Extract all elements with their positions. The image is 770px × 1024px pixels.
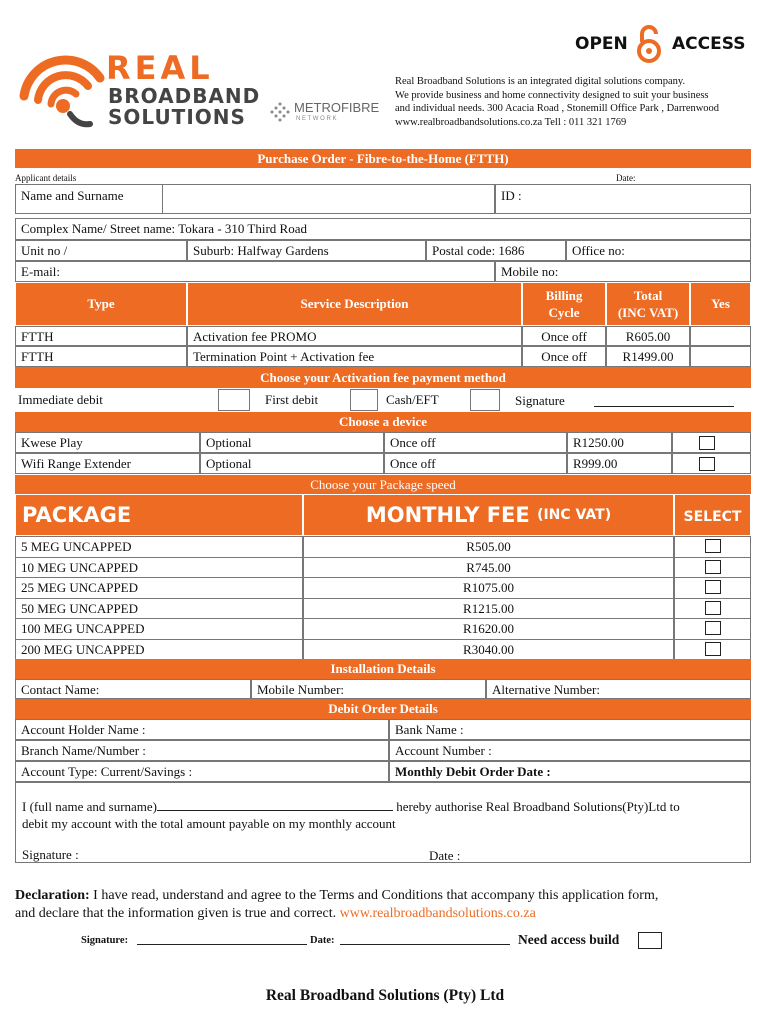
mobile-label: Mobile no: xyxy=(501,264,559,279)
auth-signature-label: Signature : xyxy=(22,847,79,862)
access-build-checkbox[interactable] xyxy=(638,932,662,949)
immediate-debit-label: Immediate debit xyxy=(18,392,103,407)
name-input[interactable] xyxy=(162,184,495,214)
postal-field[interactable] xyxy=(426,240,566,261)
diamond-pattern-icon xyxy=(270,102,290,122)
package-title: Choose your Package speed xyxy=(15,475,751,494)
package-select-checkbox[interactable] xyxy=(705,601,721,615)
decl-date-label: Date: xyxy=(310,935,335,946)
decl-date-line[interactable] xyxy=(340,944,510,945)
cash-eft-checkbox[interactable] xyxy=(470,389,500,411)
declaration-text-2: and declare that the information given is true and correct. xyxy=(15,906,340,921)
declaration-text-1: I have read, understand and agree to the Terms and Conditions that accompany this application form, xyxy=(89,888,659,903)
debit-title: Debit Order Details xyxy=(15,699,751,719)
declaration xyxy=(15,887,755,923)
auth-date-label: Date : xyxy=(429,848,461,863)
decl-signature-line[interactable] xyxy=(137,944,307,945)
metrofibre-logo xyxy=(270,100,385,126)
applicant-date-label: Date: xyxy=(616,173,636,183)
col-yes: Yes xyxy=(690,282,751,326)
auth-name-line[interactable] xyxy=(157,810,393,811)
office-label: Office no: xyxy=(572,243,625,258)
auth-line-1: I (full name and surname) hereby authorise Real Broadband Solutions(Pty)Ltd to xyxy=(22,799,680,814)
about-line: and individual needs. 300 Acacia Road , Stonemill Office Park , Darrenwood xyxy=(395,103,720,114)
mobile-field[interactable] xyxy=(495,261,751,282)
unit-field[interactable] xyxy=(15,240,187,261)
company-about xyxy=(395,75,755,129)
about-line: We provide business and home connectivity designed to suit your business xyxy=(395,89,709,101)
decl-signature-label: Signature: xyxy=(81,935,129,946)
open-access-logo xyxy=(575,24,755,64)
payment-title: Choose your Activation fee payment method xyxy=(15,367,751,388)
brand-logo xyxy=(18,49,273,132)
first-debit-checkbox[interactable] xyxy=(350,389,378,411)
email-field[interactable] xyxy=(15,261,495,282)
id-field[interactable] xyxy=(495,184,751,214)
email-label: E-mail: xyxy=(21,264,60,279)
website-link[interactable]: www.realbroadbandsolutions.co.za xyxy=(339,906,536,921)
logo-solutions: SOLUTIONS xyxy=(108,105,246,129)
wifi-logo-icon xyxy=(18,52,108,132)
complex-field[interactable] xyxy=(15,218,751,240)
suburb-label: Suburb: Halfway Gardens xyxy=(193,243,329,258)
logo-real: REAL xyxy=(106,49,214,87)
first-debit-label: First debit xyxy=(265,392,319,407)
debit-date-field[interactable]: Monthly Debit Order Date : xyxy=(389,761,751,782)
col-monthly-fee: MONTHLY FEE (INC VAT) xyxy=(303,494,674,536)
payment-signature-label: Signature xyxy=(515,393,565,408)
device-extender-checkbox[interactable] xyxy=(699,457,715,471)
branch-field[interactable]: Branch Name/Number : xyxy=(15,740,389,761)
account-holder-field[interactable]: Account Holder Name : xyxy=(15,719,389,740)
open-text: OPEN xyxy=(575,34,628,54)
suburb-field[interactable] xyxy=(187,240,426,261)
package-select-checkbox[interactable] xyxy=(705,621,721,635)
cash-eft-label: Cash/EFT xyxy=(386,392,439,407)
service-yes-checkbox[interactable] xyxy=(690,346,751,367)
postal-label: Postal code: 1686 xyxy=(432,243,525,258)
unit-label: Unit no / xyxy=(21,243,68,258)
about-line: www.realbroadbandsolutions.co.za Tell : 011 321 1769 xyxy=(395,116,627,128)
open-lock-icon xyxy=(635,24,663,64)
package-select-checkbox[interactable] xyxy=(705,642,721,656)
col-service-description: Service Description xyxy=(187,282,522,326)
applicant-section-label: Applicant details xyxy=(15,173,77,183)
about-line: Real Broadband Solutions is an integrated digital solutions company. xyxy=(395,76,686,87)
immediate-debit-checkbox[interactable] xyxy=(218,389,250,411)
logo-broadband: BROADBAND xyxy=(108,84,261,108)
col-package: PACKAGE xyxy=(15,494,303,536)
install-mobile-field[interactable]: Mobile Number: xyxy=(251,679,486,699)
name-field[interactable] xyxy=(15,184,162,214)
device-title: Choose a device xyxy=(15,412,751,432)
contact-name-field[interactable]: Contact Name: xyxy=(15,679,251,699)
col-total: Total (INC VAT) xyxy=(606,282,690,326)
complex-label: Complex Name/ Street name: Tokara - 310 Third Road xyxy=(21,221,307,236)
alt-number-field[interactable]: Alternative Number: xyxy=(486,679,751,699)
id-label: ID : xyxy=(501,188,522,203)
metrofibre-sub: N E T W O R K xyxy=(296,116,337,122)
package-select-checkbox[interactable] xyxy=(705,580,721,594)
account-type-field[interactable]: Account Type: Current/Savings : xyxy=(15,761,389,782)
package-select-checkbox[interactable] xyxy=(705,539,721,553)
service-yes-checkbox[interactable] xyxy=(690,326,751,346)
access-text: ACCESS xyxy=(672,34,746,54)
payment-signature-line[interactable] xyxy=(594,406,734,407)
installation-title: Installation Details xyxy=(15,659,751,679)
name-label: Name and Surname xyxy=(21,188,124,203)
access-build-label: Need access build xyxy=(518,932,620,947)
device-kwese-checkbox[interactable] xyxy=(699,436,715,450)
account-number-field[interactable]: Account Number : xyxy=(389,740,751,761)
metrofibre-text: METROFIBRE xyxy=(294,100,380,115)
form-title: Purchase Order - Fibre-to-the-Home (FTTH) xyxy=(15,149,751,168)
office-field[interactable] xyxy=(566,240,751,261)
package-select-checkbox[interactable] xyxy=(705,560,721,574)
auth-line-2: debit my account with the total amount payable on my monthly account xyxy=(22,816,396,831)
col-billing-cycle: Billing Cycle xyxy=(522,282,606,326)
footer-company: Real Broadband Solutions (Pty) Ltd xyxy=(265,987,505,1004)
col-type: Type xyxy=(15,282,187,326)
declaration-bold: Declaration: xyxy=(15,888,90,903)
bank-name-field[interactable]: Bank Name : xyxy=(389,719,751,740)
col-select: SELECT xyxy=(674,494,751,536)
